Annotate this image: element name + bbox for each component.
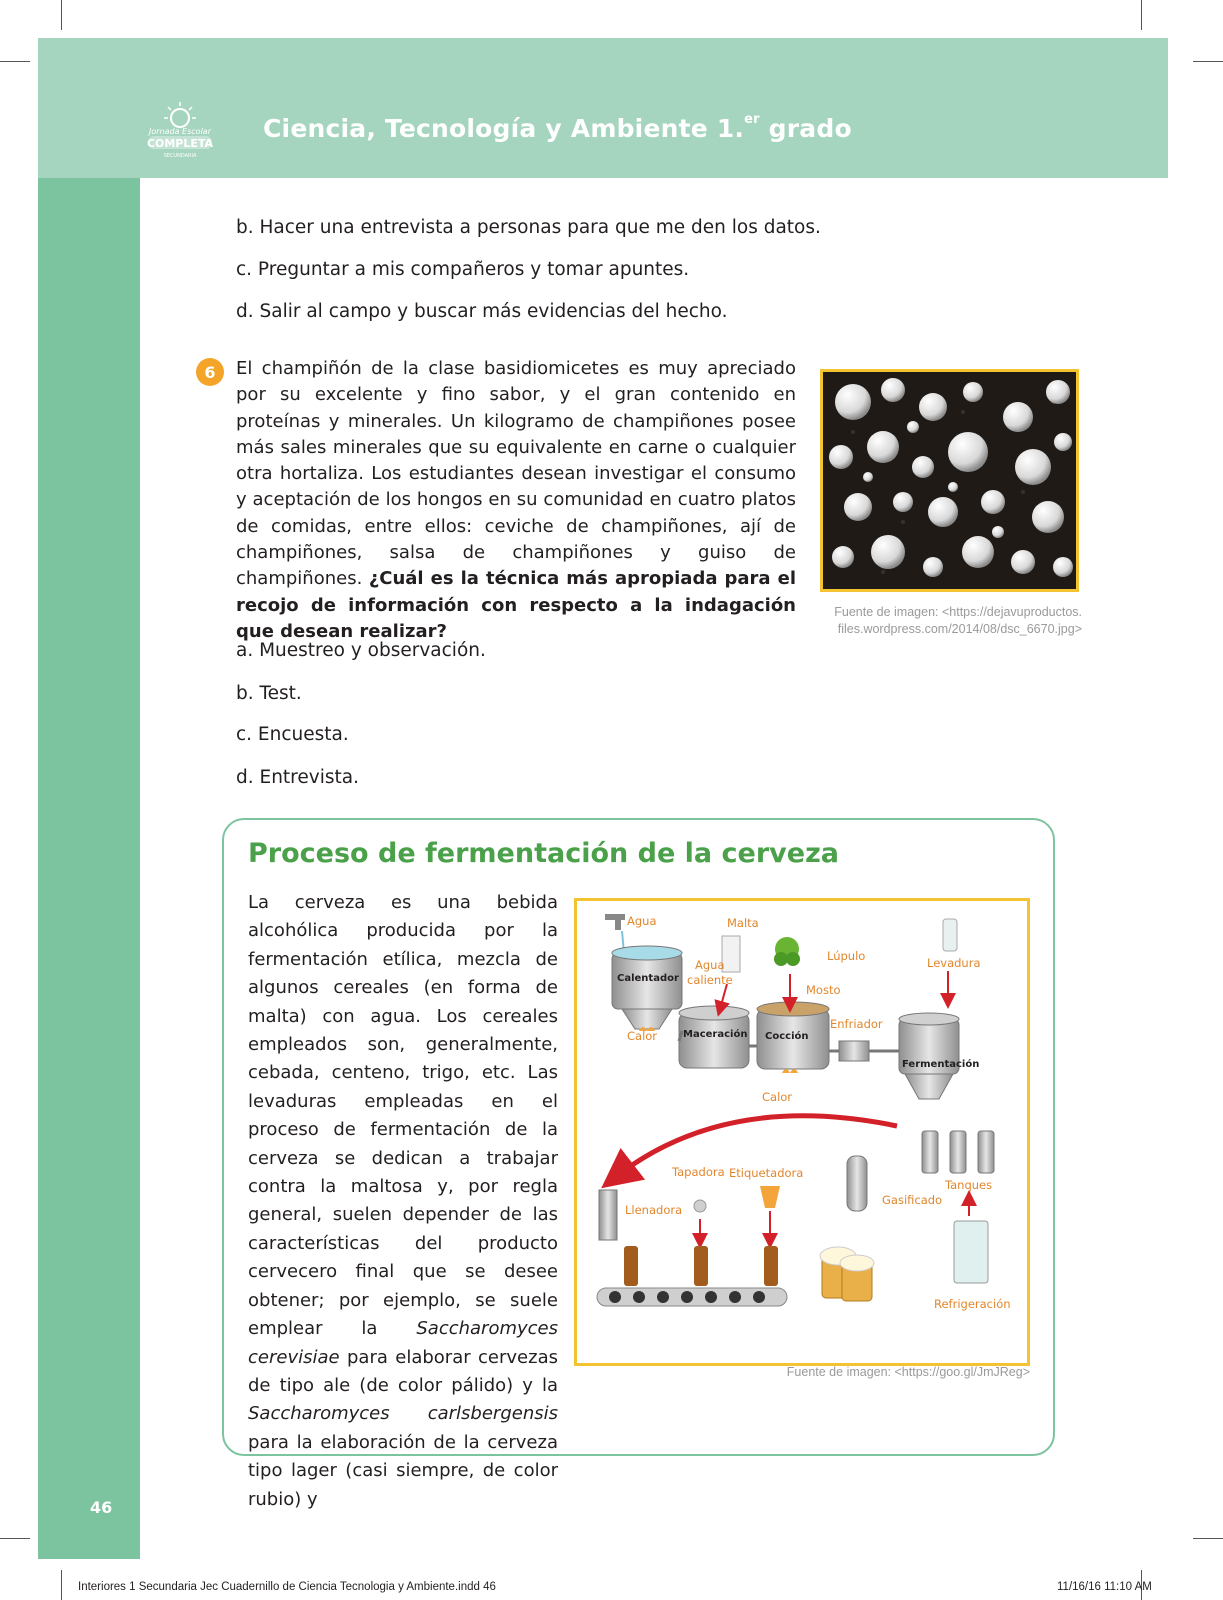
jornada-escolar-logo xyxy=(140,100,220,160)
diagram-source-caption: Fuente de imagen: <https://goo.gl/JmJReg> xyxy=(786,1365,1030,1379)
crop-mark xyxy=(1193,1538,1223,1539)
question-body: El champiñón de la clase basidiomicetes es muy apreciado por su excelente y fino sabor, y el gran contenido en proteínas y minerales. Un kilogramo de champiñones posee más sales minerales que su equivalente en carne o cualquier otra hortaliza. Los estudiantes desean investigar el consumo y aceptación de los hongos en su comunidad en cuatro platos de comidas, entre ellos: ceviche de champiñones, ají de champiñones, salsa de champiñones y guiso de champiñones. xyxy=(236,358,796,590)
diagram-label-agua-caliente: caliente xyxy=(687,973,733,987)
diagram-label-etiquetadora: Etiquetadora xyxy=(729,1166,804,1180)
mushroom-illustration xyxy=(823,372,1076,589)
diagram-label-mosto: Mosto xyxy=(806,983,841,997)
crop-mark xyxy=(0,61,30,62)
diagram-label-fermentacion: Fermentación xyxy=(902,1059,980,1070)
diagram-label-agua: Agua xyxy=(627,914,657,928)
text-segment: para la elaboración de la cerveza tipo lager (casi siempre, de color rubio) y xyxy=(248,1431,558,1510)
diagram-label-tanques: Tanques xyxy=(945,1178,993,1192)
logo-text: COMPLETA xyxy=(146,137,214,150)
footer-date: 11/16/16 11:10 AM xyxy=(1057,1581,1152,1593)
answer-option: d. Entrevista. xyxy=(236,767,359,788)
info-box-text xyxy=(248,889,558,1514)
caption-line: files.wordpress.com/2014/08/dsc_6670.jpg> xyxy=(837,622,1082,636)
crop-mark xyxy=(1193,61,1223,62)
info-box-title: Proceso de fermentación de la cerveza xyxy=(248,838,840,869)
diagram-label-calor: Calor xyxy=(627,1029,658,1043)
text-segment: La cerveza es una bebida alcohólica producida por la fermentación etílica, mezcla de algunos cereales (en forma de malta) con agua. Los cereales empleados son, generalmente, cebada, centeno, trigo, etc. Las levaduras empleadas en el proceso de fermentación de la cerveza se dedican a trabajar contra la maltosa y, por regla general, suelen depender de las características del producto cervecero final que se desee obtener; por ejemplo, se suele emplear la xyxy=(248,892,558,1340)
diagram-label-calentador: Calentador xyxy=(617,973,679,984)
logo-text: SECUNDARIA xyxy=(163,153,197,159)
diagram-label-refrigeracion: Refrigeración xyxy=(934,1297,1011,1311)
footer-file-info: Interiores 1 Secundaria Jec Cuadernillo de Ciencia Tecnologia y Ambiente.indd 46 xyxy=(78,1581,496,1593)
diagram-label-gasificado: Gasificado xyxy=(882,1193,943,1207)
diagram-label-maceracion: Maceración xyxy=(683,1029,748,1040)
question-number-badge: 6 xyxy=(196,358,224,386)
mushroom-photo xyxy=(820,369,1079,592)
diagram-label-enfriador: Enfriador xyxy=(830,1017,883,1031)
title-suffix: grado xyxy=(759,114,852,143)
crop-mark xyxy=(0,1538,30,1539)
caption-line: Fuente de imagen: <https://dejavuproductos. xyxy=(834,605,1082,619)
species-name: Saccharomyces cerevisiae xyxy=(248,1318,558,1368)
diagram-drawing xyxy=(577,901,1027,1363)
diagram-label-levadura: Levadura xyxy=(927,956,981,970)
answer-option: a. Muestreo y observación. xyxy=(236,640,486,661)
answer-option: c. Preguntar a mis compañeros y tomar apuntes. xyxy=(236,259,690,280)
species-name: Saccharomyces carlsbergensis xyxy=(248,1403,558,1425)
diagram-label-coccion: Cocción xyxy=(765,1031,809,1042)
diagram-label-agua-caliente: Agua xyxy=(695,958,725,972)
page-title xyxy=(263,114,852,143)
diagram-label-lupulo: Lúpulo xyxy=(827,949,866,963)
answer-option: c. Encuesta. xyxy=(236,724,349,745)
title-text: Ciencia, Tecnología y Ambiente 1. xyxy=(263,114,745,143)
crop-mark xyxy=(61,0,62,30)
answer-option: d. Salir al campo y buscar más evidencias del hecho. xyxy=(236,301,728,322)
diagram-label-llenadora: Llenadora xyxy=(625,1203,683,1217)
answer-option: b. Test. xyxy=(236,683,302,704)
diagram-label-tapadora: Tapadora xyxy=(672,1165,725,1179)
crop-mark xyxy=(61,1570,62,1600)
answer-option: b. Hacer una entrevista a personas para que me den los datos. xyxy=(236,217,821,238)
question-prompt: ¿Cuál es la técnica más apropiada para el recojo de información con respecto a la indagación que desean realizar? xyxy=(236,568,796,642)
question-text xyxy=(236,356,796,645)
brewing-process-diagram xyxy=(574,898,1030,1366)
page-number: 46 xyxy=(90,1498,113,1517)
logo-text: Jornada Escolar xyxy=(149,127,211,136)
diagram-label-malta: Malta xyxy=(727,916,759,930)
text-segment: para elaborar cervezas de tipo ale (de color pálido) y la xyxy=(248,1346,558,1396)
page-sidebar xyxy=(38,178,140,1559)
title-superscript: er xyxy=(744,112,760,127)
image-source-caption xyxy=(820,604,1082,638)
diagram-label-calor: Calor xyxy=(762,1090,793,1104)
crop-mark xyxy=(1141,0,1142,30)
